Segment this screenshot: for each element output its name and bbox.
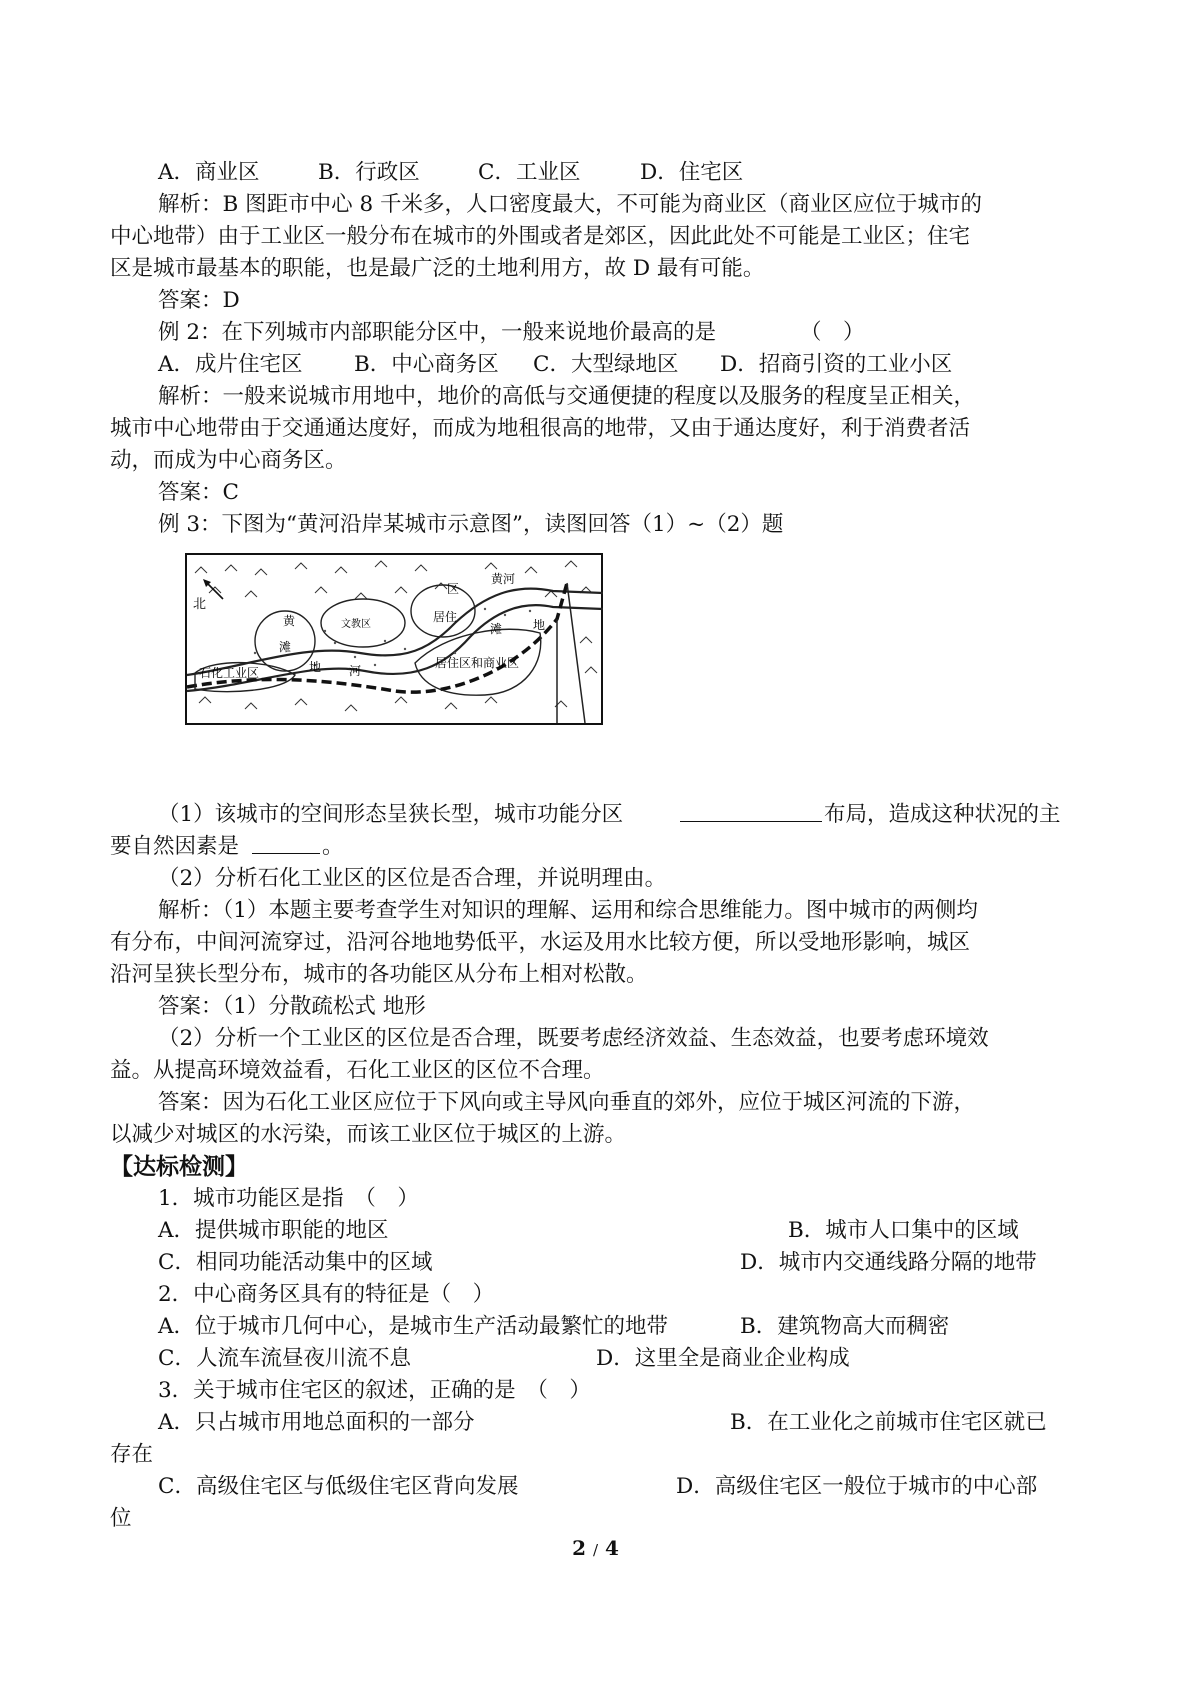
page-total: 4	[605, 1536, 619, 1560]
option-c: C．大型绿地区	[533, 352, 679, 377]
test-question-3: 3．关于城市住宅区的叙述，正确的是 （ ）	[158, 1378, 591, 1403]
map-label: 滩	[279, 640, 292, 654]
text-line: 位	[110, 1506, 132, 1531]
option-c: C．人流车流昼夜川流不息	[158, 1346, 411, 1371]
option-d: D．这里全是商业企业构成	[596, 1346, 850, 1371]
map-label: 石化工业区	[199, 666, 260, 680]
option-a: A．只占城市用地总面积的一部分	[158, 1410, 475, 1435]
page-current: 2	[572, 1536, 586, 1560]
map-label: 区	[447, 582, 460, 596]
yellow-river-city-map	[185, 553, 603, 725]
option-d: D．住宅区	[640, 160, 744, 185]
option-d: D．招商引资的工业小区	[720, 352, 953, 377]
option-a: A．提供城市职能的地区	[158, 1218, 389, 1243]
text-line: 中心地带）由于工业区一般分布在城市的外围或者是郊区，因此此处不可能是工业区；住宅	[110, 224, 971, 249]
map-label: 黄	[283, 614, 296, 628]
test-q3-options-ab	[0, 1407, 1191, 1439]
text-line: 沿河呈狭长型分布，城市的各功能区从分布上相对松散。	[110, 962, 648, 987]
map-label: 居住	[433, 610, 458, 624]
test-q1-options-cd	[0, 1247, 1191, 1279]
answer-line: 答案：C	[158, 480, 239, 505]
fill-blank	[252, 831, 320, 854]
answer-line: 答案：（1）分散疏松式 地形	[158, 994, 426, 1019]
map-label: 滩	[490, 622, 503, 636]
option-a: A．位于城市几何中心，是城市生产活动最繁忙的地带	[158, 1314, 669, 1339]
text-line: 解析：（1）本题主要考查学生对知识的理解、运用和综合思维能力。图中城市的两侧均	[158, 898, 978, 923]
test-q1-options-ab	[0, 1215, 1191, 1247]
option-b: B．在工业化之前城市住宅区就已	[730, 1410, 1047, 1435]
option-b: B．城市人口集中的区域	[788, 1218, 1019, 1243]
answer-line: 答案：D	[158, 288, 240, 313]
option-d: D．城市内交通线路分隔的地带	[740, 1250, 1037, 1275]
option-c: C．高级住宅区与低级住宅区背向发展	[158, 1474, 519, 1499]
text-line: 解析：B 图距市中心 8 千米多，人口密度最大，不可能为商业区（商业区应位于城市的	[158, 192, 982, 217]
test-q2-options-ab	[0, 1311, 1191, 1343]
map-label: 地	[309, 660, 322, 674]
map-label: 黄河	[491, 572, 516, 586]
test-q3-options-cd	[0, 1471, 1191, 1503]
text-line: 以减少对城区的水污染，而该工业区位于城区的上游。	[110, 1122, 627, 1147]
example2-question: 例 2：在下列城市内部职能分区中，一般来说地价最高的是 （ ）	[158, 320, 865, 345]
option-c: C．相同功能活动集中的区域	[158, 1250, 433, 1275]
example3-question: 例 3：下图为“黄河沿岸某城市示意图”，读图回答（1）~（2）题	[158, 512, 784, 537]
text-line: 益。从提高环境效益看，石化工业区的区位不合理。	[110, 1058, 605, 1083]
text-line: （2）分析一个工业区的区位是否合理，既要考虑经济效益、生态效益，也要考虑环境效	[158, 1026, 989, 1051]
text-line: 解析：一般来说城市用地中，地价的高低与交通便捷的程度以及服务的程度呈正相关，	[158, 384, 976, 409]
text-line: 有分布，中间河流穿过，沿河谷地地势低平，水运及用水比较方便，所以受地形影响，城区	[110, 930, 971, 955]
example1-options	[0, 157, 1191, 189]
option-d: D．高级住宅区一般位于城市的中心部	[676, 1474, 1038, 1499]
example2-options	[0, 349, 1191, 381]
map-label: 河	[349, 664, 362, 678]
north-label: 北	[193, 597, 207, 612]
section-heading	[0, 1151, 1191, 1183]
option-b: B．行政区	[318, 160, 420, 185]
text-line: 存在	[110, 1442, 154, 1467]
option-b: B．中心商务区	[354, 352, 499, 377]
map-label: 文教区	[341, 619, 371, 630]
page-number	[0, 1536, 1191, 1560]
option-a: A．商业区	[158, 160, 260, 185]
test-q2-options-cd	[0, 1343, 1191, 1375]
test-question-2: 2．中心商务区具有的特征是（ ）	[158, 1282, 495, 1307]
option-a: A．成片住宅区	[158, 352, 303, 377]
text-line: 区是城市最基本的职能，也是最广泛的土地利用方，故 D 最有可能。	[110, 256, 765, 281]
subquestion-1-cont: 要自然因素是 。	[0, 831, 1191, 863]
subquestion-2: （2）分析石化工业区的区位是否合理，并说明理由。	[158, 866, 667, 891]
option-c: C．工业区	[478, 160, 581, 185]
answer-line: 答案：因为石化工业区应位于下风向或主导风向垂直的郊外，应位于城区河流的下游，	[158, 1090, 976, 1115]
option-b: B．建筑物高大而稠密	[740, 1314, 950, 1339]
fill-blank	[680, 799, 822, 822]
map-label: 居住区和商业区	[435, 656, 520, 670]
test-question-1: 1．城市功能区是指 （ ）	[158, 1186, 419, 1211]
map-label: 地	[533, 618, 546, 632]
subquestion-1: （1）该城市的空间形态呈狭长型，城市功能分区 布局，造成这种状况的主	[0, 799, 1191, 831]
text-line: 城市中心地带由于交通通达度好，而成为地租很高的地带，又由于通达度好，利于消费者活	[110, 416, 971, 441]
section-title: 【达标检测】	[110, 1154, 248, 1180]
text-line: 动，而成为中心商务区。	[110, 448, 347, 473]
page-separator: /	[592, 1541, 599, 1559]
